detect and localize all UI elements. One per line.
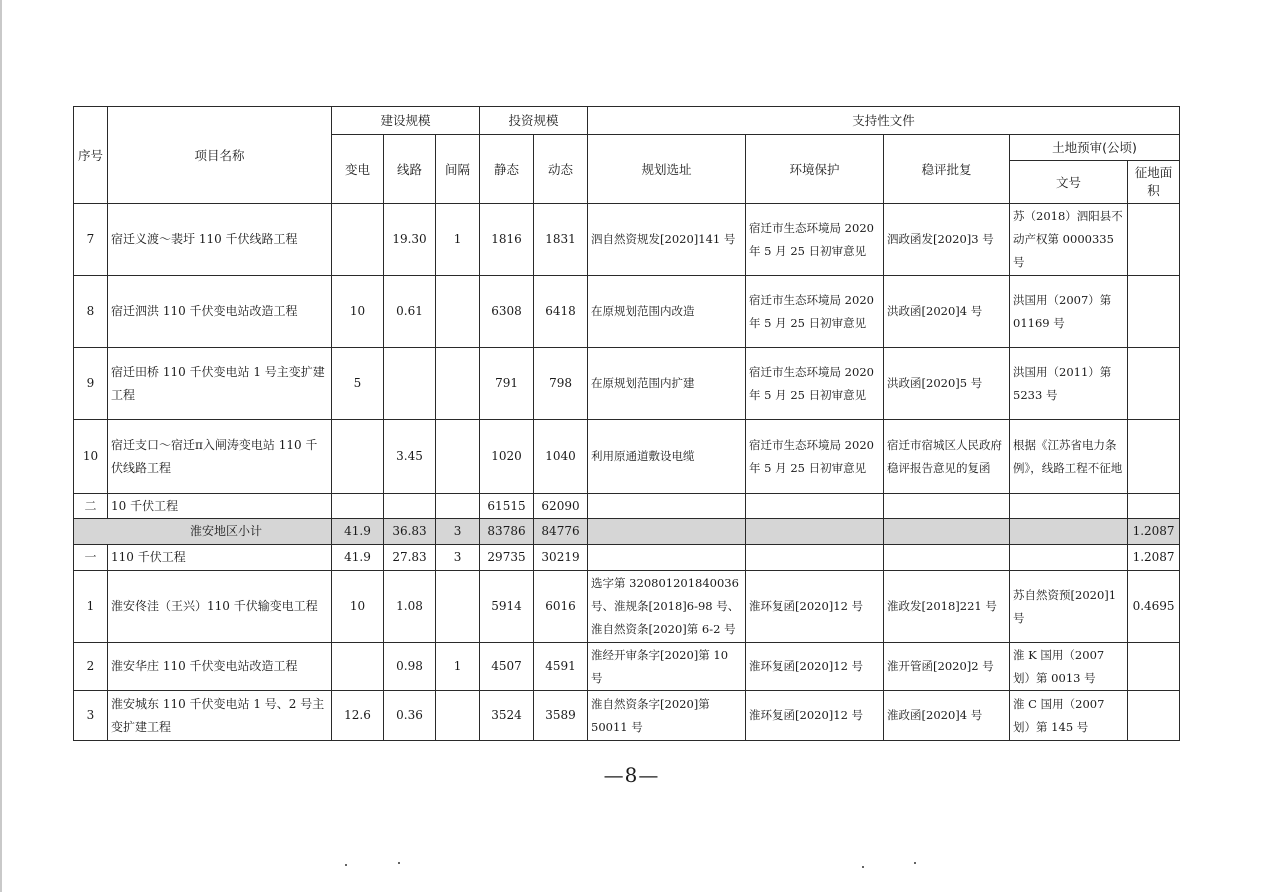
cell-transformer [332,494,384,519]
cell-seq: 8 [74,276,108,348]
cell-land-area [1128,276,1180,348]
subtotal-empty [588,519,746,545]
table-row [74,204,1180,276]
header-support-docs: 支持性文件 [588,107,1180,135]
cell-planning: 利用原通道敷设电缆 [588,420,746,494]
subtotal-row [74,519,1180,545]
cell-transformer: 12.6 [332,691,384,741]
cell-line: 3.45 [384,420,436,494]
header-name: 项目名称 [108,107,332,204]
cell-land-doc: 淮 C 国用（2007 划）第 145 号 [1010,691,1128,741]
cell-transformer [332,204,384,276]
cell-stability: 泗政函发[2020]3 号 [884,204,1010,276]
cell-land-area [1128,204,1180,276]
table-row [74,643,1180,691]
subtotal-land-area: 1.2087 [1128,519,1180,545]
cell-stability: 淮政发[2018]221 号 [884,571,1010,643]
cell-bay [436,420,480,494]
table-row [74,420,1180,494]
page-edge [0,0,2,892]
cell-dynamic: 62090 [534,494,588,519]
subtotal-bay: 3 [436,519,480,545]
cell-stability: 淮政函[2020]4 号 [884,691,1010,741]
cell-planning: 淮自然资条字[2020]第 50011 号 [588,691,746,741]
cell-static: 1020 [480,420,534,494]
cell-seq: 10 [74,420,108,494]
cell-bay: 3 [436,545,480,571]
cell-static: 791 [480,348,534,420]
cell-land-doc: 苏（2018）泗阳县不动产权第 0000335 号 [1010,204,1128,276]
cell-land-area [1128,494,1180,519]
scan-speck [862,866,864,868]
cell-land-doc [1010,494,1128,519]
table-row [74,276,1180,348]
scan-speck [345,864,347,866]
cell-name: 10 千伏工程 [108,494,332,519]
cell-planning [588,545,746,571]
cell-name: 宿迁义渡～裴圩 110 千伏线路工程 [108,204,332,276]
header-line: 线路 [384,135,436,204]
cell-line: 0.61 [384,276,436,348]
cell-stability: 宿迁市宿城区人民政府稳评报告意见的复函 [884,420,1010,494]
cell-static: 3524 [480,691,534,741]
cell-line: 27.83 [384,545,436,571]
cell-env: 淮环复函[2020]12 号 [746,691,884,741]
subtotal-line: 36.83 [384,519,436,545]
table-row [74,348,1180,420]
header-build-scale: 建设规模 [332,107,480,135]
cell-dynamic: 4591 [534,643,588,691]
cell-line [384,348,436,420]
cell-dynamic: 1040 [534,420,588,494]
table-row [74,494,1180,519]
subtotal-dynamic: 84776 [534,519,588,545]
table-row [74,545,1180,571]
cell-bay [436,494,480,519]
table-row [74,691,1180,741]
cell-static: 4507 [480,643,534,691]
cell-transformer [332,420,384,494]
cell-land-doc: 洪国用（2011）第 5233 号 [1010,348,1128,420]
scan-speck [398,862,400,864]
cell-static: 5914 [480,571,534,643]
cell-env: 淮环复函[2020]12 号 [746,571,884,643]
cell-line: 0.98 [384,643,436,691]
subtotal-static: 83786 [480,519,534,545]
cell-seq: 9 [74,348,108,420]
header-static: 静态 [480,135,534,204]
cell-planning: 在原规划范围内扩建 [588,348,746,420]
subtotal-empty [884,519,1010,545]
cell-transformer: 41.9 [332,545,384,571]
cell-transformer [332,643,384,691]
cell-env: 淮环复函[2020]12 号 [746,643,884,691]
cell-transformer: 10 [332,276,384,348]
header-invest-scale: 投资规模 [480,107,588,135]
cell-seq: 1 [74,571,108,643]
cell-name: 110 千伏工程 [108,545,332,571]
cell-stability: 淮开管函[2020]2 号 [884,643,1010,691]
table-row [74,571,1180,643]
header-land-area: 征地面积 [1128,161,1180,204]
cell-name: 宿迁田桥 110 千伏变电站 1 号主变扩建工程 [108,348,332,420]
cell-seq: 二 [74,494,108,519]
cell-static: 29735 [480,545,534,571]
cell-name: 淮安城东 110 千伏变电站 1 号、2 号主变扩建工程 [108,691,332,741]
cell-line: 0.36 [384,691,436,741]
cell-land-area: 1.2087 [1128,545,1180,571]
cell-name: 宿迁泗洪 110 千伏变电站改造工程 [108,276,332,348]
cell-planning: 淮经开审条字[2020]第 10 号 [588,643,746,691]
cell-transformer: 10 [332,571,384,643]
cell-env: 宿迁市生态环境局 2020 年 5 月 25 日初审意见 [746,420,884,494]
cell-seq: 7 [74,204,108,276]
cell-land-area [1128,643,1180,691]
cell-land-area [1128,348,1180,420]
header-doc-no: 文号 [1010,161,1128,204]
cell-land-doc: 苏自然资预[2020]1 号 [1010,571,1128,643]
header-transformer: 变电 [332,135,384,204]
subtotal-transformer: 41.9 [332,519,384,545]
page-number: —8— [603,763,660,787]
cell-env [746,494,884,519]
header-env: 环境保护 [746,135,884,204]
cell-static: 1816 [480,204,534,276]
cell-bay: 1 [436,643,480,691]
cell-stability [884,494,1010,519]
cell-name: 宿迁支口～宿迁π入闸涛变电站 110 千伏线路工程 [108,420,332,494]
cell-seq: 3 [74,691,108,741]
cell-land-doc: 洪国用（2007）第 01169 号 [1010,276,1128,348]
project-table [73,106,1180,741]
cell-land-area [1128,691,1180,741]
cell-dynamic: 6016 [534,571,588,643]
subtotal-name: 淮安地区小计 [74,519,332,545]
cell-env: 宿迁市生态环境局 2020 年 5 月 25 日初审意见 [746,348,884,420]
header-dynamic: 动态 [534,135,588,204]
cell-land-doc: 淮 K 国用（2007 划）第 0013 号 [1010,643,1128,691]
subtotal-empty [1010,519,1128,545]
cell-bay [436,691,480,741]
cell-bay [436,571,480,643]
cell-name: 淮安佟洼（王兴）110 千伏输变电工程 [108,571,332,643]
cell-line: 1.08 [384,571,436,643]
cell-env [746,545,884,571]
cell-planning: 泗自然资规发[2020]141 号 [588,204,746,276]
cell-seq: 一 [74,545,108,571]
cell-dynamic: 798 [534,348,588,420]
cell-name: 淮安华庄 110 千伏变电站改造工程 [108,643,332,691]
header-land: 土地预审(公顷) [1010,135,1180,161]
cell-static: 61515 [480,494,534,519]
cell-dynamic: 3589 [534,691,588,741]
cell-bay: 1 [436,204,480,276]
cell-env: 宿迁市生态环境局 2020 年 5 月 25 日初审意见 [746,276,884,348]
cell-transformer: 5 [332,348,384,420]
header-stability: 稳评批复 [884,135,1010,204]
cell-static: 6308 [480,276,534,348]
cell-planning: 在原规划范围内改造 [588,276,746,348]
cell-line: 19.30 [384,204,436,276]
cell-land-doc: 根据《江苏省电力条例》，线路工程不征地 [1010,420,1128,494]
cell-stability [884,545,1010,571]
cell-bay [436,348,480,420]
cell-dynamic: 1831 [534,204,588,276]
cell-land-doc [1010,545,1128,571]
cell-land-area: 0.4695 [1128,571,1180,643]
subtotal-empty [746,519,884,545]
cell-planning [588,494,746,519]
scan-speck [914,862,916,864]
cell-bay [436,276,480,348]
cell-dynamic: 30219 [534,545,588,571]
cell-env: 宿迁市生态环境局 2020 年 5 月 25 日初审意见 [746,204,884,276]
cell-planning: 选字第 320801201840036 号、淮规条[2018]6-98 号、淮自然资条[2020]第 6-2 号 [588,571,746,643]
header-bay: 间隔 [436,135,480,204]
header-seq: 序号 [74,107,108,204]
cell-seq: 2 [74,643,108,691]
cell-stability: 洪政函[2020]4 号 [884,276,1010,348]
cell-stability: 洪政函[2020]5 号 [884,348,1010,420]
cell-dynamic: 6418 [534,276,588,348]
header-planning: 规划选址 [588,135,746,204]
cell-land-area [1128,420,1180,494]
cell-line [384,494,436,519]
